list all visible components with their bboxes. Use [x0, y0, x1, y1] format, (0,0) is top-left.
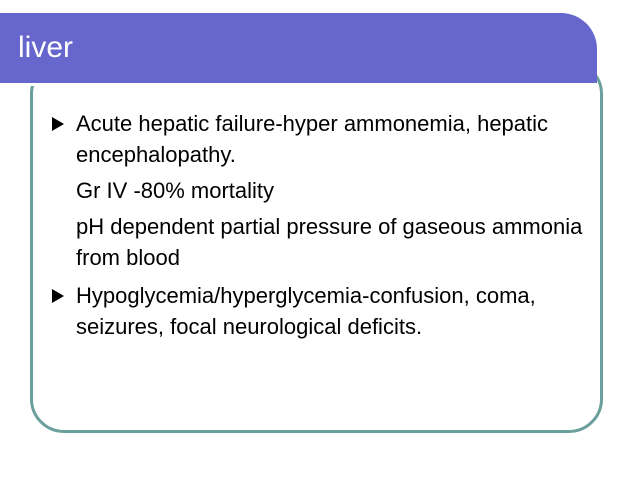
plain-paragraph — [52, 211, 597, 273]
title-underline — [0, 83, 584, 86]
title-bar — [0, 13, 597, 83]
slide-title: liver — [18, 31, 74, 64]
paragraph-text: pH dependent partial pressure of gaseous ammonia from blood — [76, 214, 583, 270]
bullet-arrow-icon — [52, 117, 64, 131]
paragraph-text: Hypoglycemia/hyperglycemia-confusion, coma, seizures, focal neurological deficits. — [76, 283, 536, 339]
bullet-paragraph — [52, 280, 597, 342]
bullet-arrow-icon — [52, 289, 64, 303]
bullet-paragraph — [52, 108, 597, 170]
paragraph-text: Gr IV -80% mortality — [76, 178, 275, 203]
plain-paragraph — [52, 175, 597, 206]
paragraph-text: Acute hepatic failure-hyper ammonemia, hepatic encephalopathy. — [76, 111, 549, 167]
slide-body — [52, 108, 597, 349]
